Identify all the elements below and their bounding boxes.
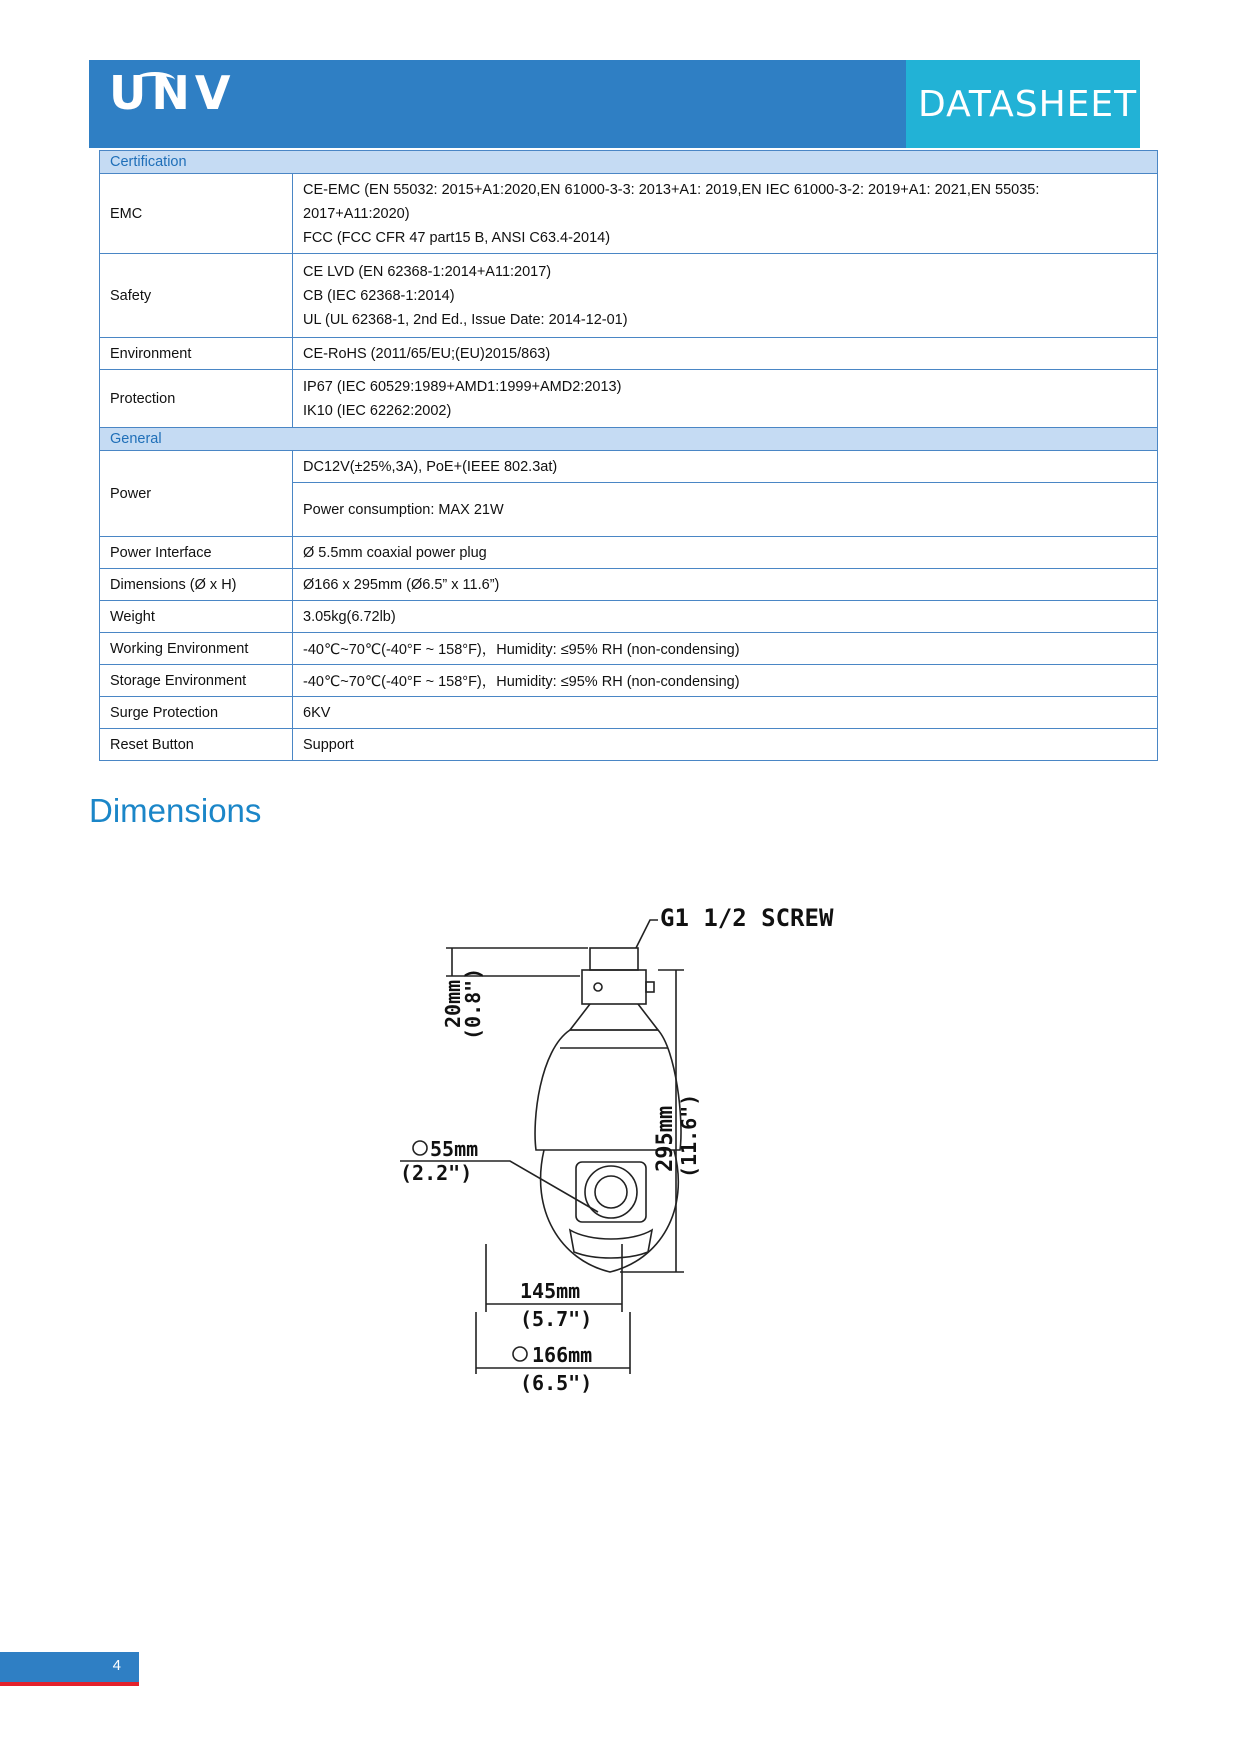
diam-dim-in: (6.5") (520, 1371, 593, 1395)
spec-value (293, 370, 1158, 428)
spec-label: Surge Protection (100, 697, 293, 729)
spec-row-safety (100, 254, 1158, 338)
section-title: Certification (100, 151, 1158, 174)
lens-dim-in: (2.2") (400, 1161, 473, 1185)
spec-label: Power Interface (100, 537, 293, 569)
spec-line: FCC (FCC CFR 47 part15 B, ANSI C63.4-2014) (303, 229, 611, 246)
spec-row-surge-protection (100, 697, 1158, 729)
diameter-symbol-icon (513, 1347, 527, 1361)
spec-value: 3.05kg(6.72lb) (293, 601, 1158, 633)
height-dim-in: (11.6") (677, 1093, 701, 1178)
lens-dim-mm: 55mm (430, 1137, 479, 1161)
spec-label: Protection (100, 370, 293, 428)
width-dim-in: (5.7") (520, 1307, 593, 1331)
spec-row-reset-button (100, 729, 1158, 761)
footer-page-box (0, 1652, 139, 1686)
datasheet-label-box (906, 60, 1140, 148)
section-header-general (100, 428, 1158, 451)
datasheet-label: DATASHEET (918, 84, 1138, 125)
spec-table (99, 150, 1158, 761)
diameter-symbol-icon (413, 1141, 427, 1155)
spec-row-power-interface (100, 537, 1158, 569)
spec-label: EMC (100, 174, 293, 254)
spec-row-weight (100, 601, 1158, 633)
spec-line: CE LVD (EN 62368-1:2014+A11:2017) (303, 263, 552, 280)
spec-label: Weight (100, 601, 293, 633)
spec-value: Support (293, 729, 1158, 761)
ir-window (570, 1230, 652, 1258)
spec-row-dimensions (100, 569, 1158, 601)
spec-label: Safety (100, 254, 293, 338)
spec-label: Dimensions (Ø x H) (100, 569, 293, 601)
diam-dim-mm: 166mm (532, 1343, 593, 1367)
spec-label: Working Environment (100, 633, 293, 665)
height-dim-mm: 295mm (653, 1105, 678, 1172)
neck-shape (570, 1004, 658, 1030)
spec-label: Power (100, 451, 293, 537)
mount-nub (646, 982, 654, 992)
spec-line: IP67 (IEC 60529:1989+AMD1:1999+AMD2:2013) (303, 378, 622, 395)
spec-row-power (100, 451, 1158, 483)
lens-icon (585, 1166, 637, 1218)
lens-window (576, 1162, 646, 1222)
section-header-certification (100, 151, 1158, 174)
width-dim-mm: 145mm (520, 1279, 581, 1303)
mount-screw (590, 948, 638, 970)
spec-label: Reset Button (100, 729, 293, 761)
spec-row-emc (100, 174, 1158, 254)
spec-row-environment (100, 338, 1158, 370)
spec-value (293, 174, 1158, 254)
screw-label: G1 1/2 SCREW (660, 904, 834, 932)
mount-block (582, 970, 646, 1004)
spec-value: Ø166 x 295mm (Ø6.5” x 11.6”) (293, 569, 1158, 601)
spec-row-protection (100, 370, 1158, 428)
header-bar (89, 60, 1140, 148)
screw-leader-line (636, 920, 658, 948)
spec-value: CE-RoHS (2011/65/EU;(EU)2015/863) (293, 338, 1158, 370)
page-number: 4 (112, 1657, 121, 1674)
spec-value: -40℃~70℃(-40°F ~ 158°F)，Humidity: ≤95% RH (non-condensing) (293, 665, 1158, 697)
mount-bolt-icon (594, 983, 602, 991)
spec-label: Environment (100, 338, 293, 370)
spec-value: -40℃~70℃(-40°F ~ 158°F)，Humidity: ≤95% RH (non-condensing) (293, 633, 1158, 665)
spec-line: CE-EMC (EN 55032: 2015+A1:2020,EN 61000-3-3: 2013+A1: 2019,EN IEC 61000-3-2: 2019+A1: 2021,EN 55035: 2017+A11:2020) (303, 181, 1040, 222)
section-title: General (100, 428, 1158, 451)
spec-line: IK10 (IEC 62262:2002) (303, 402, 452, 419)
dimension-drawing (400, 880, 840, 1420)
brand-logo: UNV (109, 66, 236, 120)
spec-label: Storage Environment (100, 665, 293, 697)
lens-inner-icon (595, 1176, 627, 1208)
spec-value: DC12V(±25%,3A), PoE+(IEEE 802.3at) (293, 451, 1158, 483)
spec-value (293, 254, 1158, 338)
spec-line: CB (IEC 62368-1:2014) (303, 287, 455, 304)
spec-line: UL (UL 62368-1, 2nd Ed., Issue Date: 2014-12-01) (303, 311, 628, 328)
spec-row-working-environment (100, 633, 1158, 665)
dimensions-title: Dimensions (89, 792, 262, 829)
spec-row-storage-environment (100, 665, 1158, 697)
spec-value: Power consumption: MAX 21W (293, 483, 1158, 537)
spec-value: Ø 5.5mm coaxial power plug (293, 537, 1158, 569)
spec-value: 6KV (293, 697, 1158, 729)
top-dim-in: (0.8") (461, 967, 485, 1040)
top-dim-mm: 20mm (441, 979, 465, 1028)
